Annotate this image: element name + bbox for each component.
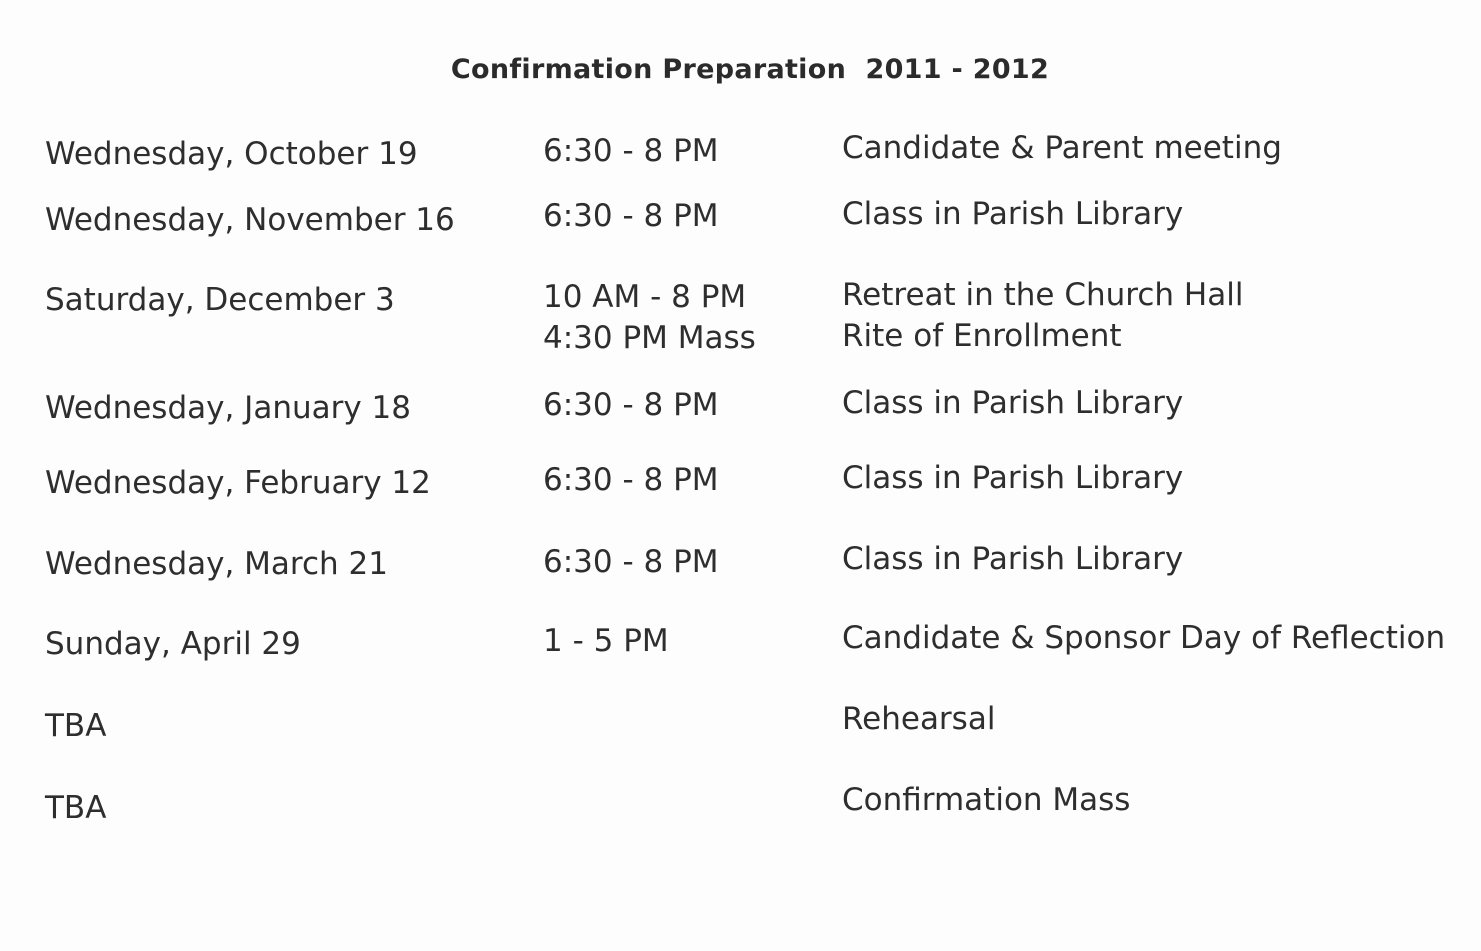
- row-event: Confirmation Mass: [842, 782, 1131, 818]
- row-date: Wednesday, November 16: [45, 202, 455, 238]
- row-event: Retreat in the Church Hall: [842, 277, 1244, 313]
- row-date: Wednesday, October 19: [45, 136, 418, 172]
- row-date: Wednesday, January 18: [45, 390, 412, 426]
- row-event: Candidate & Sponsor Day of Reflection: [842, 620, 1446, 656]
- row-date: Sunday, April 29: [45, 626, 301, 662]
- row-date: TBA: [45, 708, 107, 744]
- row-date: Saturday, December 3: [45, 282, 395, 318]
- row-time: 10 AM - 8 PM: [543, 279, 747, 315]
- row-event: Rehearsal: [842, 701, 996, 737]
- row-time: 6:30 - 8 PM: [543, 462, 719, 498]
- row-time: 6:30 - 8 PM: [543, 198, 719, 234]
- row-time: 6:30 - 8 PM: [543, 387, 719, 423]
- row-event: Class in Parish Library: [842, 460, 1184, 496]
- row-time-secondary: 4:30 PM Mass: [543, 320, 756, 356]
- row-time: 6:30 - 8 PM: [543, 544, 719, 580]
- row-date: TBA: [45, 790, 107, 826]
- row-time: 6:30 - 8 PM: [543, 133, 719, 169]
- row-event: Class in Parish Library: [842, 196, 1184, 232]
- row-time: 1 - 5 PM: [543, 623, 669, 659]
- row-date: Wednesday, February 12: [45, 465, 431, 501]
- page-title: Confirmation Preparation 2011 - 2012: [450, 54, 1050, 85]
- row-date: Wednesday, March 21: [45, 546, 388, 582]
- row-event: Class in Parish Library: [842, 541, 1184, 577]
- row-event: Class in Parish Library: [842, 385, 1184, 421]
- row-event: Candidate & Parent meeting: [842, 130, 1282, 166]
- row-event-secondary: Rite of Enrollment: [842, 318, 1122, 354]
